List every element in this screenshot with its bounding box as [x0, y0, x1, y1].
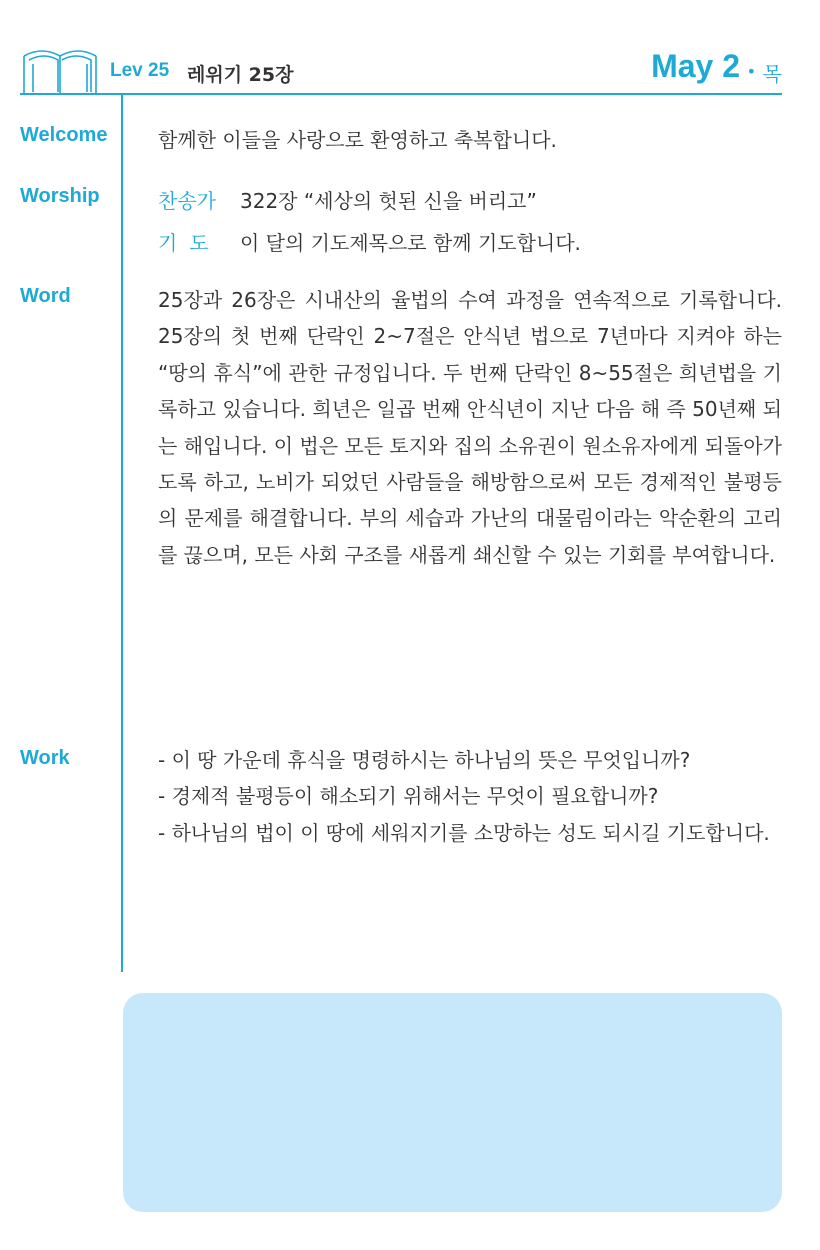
word-paragraph: 25장과 26장은 시내산의 율법의 수여 과정을 연속적으로 기록합니다. 25장의 첫 번째 단락인 2~7절은 안식년 법으로 7년마다 지켜야 하는 “땅의 휴식”에 관한 규정입니다. 두 번째 단락인 8~55절은 희년법을 기록하고 있습니다. 희년은 일곱 번째 안식년이 지난 다음 해 즉 50년째 되는 해입니다. 이 법은 모든 토지와 집의 소유권이 원소유자에게 되돌아가도록 하고, 노비가 되었던 사람들을 해방함으로써 모든 경제적인 불평등의 문제를 해결합니다. 부의 세습과 가난의 대물림이라는 악순환의 고리를 끊으며, 모든 사회 구조를 새롭게 쇄신할 수 있는 기회를 부여합니다.	[158, 288, 782, 567]
hymn-label: 찬송가	[158, 189, 216, 213]
open-book-icon	[20, 44, 100, 94]
prayer-line	[158, 227, 581, 256]
word-label: Word	[20, 285, 71, 307]
page-date: May 2	[651, 48, 740, 84]
hymn-line	[158, 185, 537, 214]
scripture-reference: Lev 25	[110, 60, 170, 81]
work-label: Work	[20, 747, 70, 769]
weekday: 목	[762, 62, 782, 86]
date-separator: •	[746, 62, 756, 81]
welcome-text: 함께한 이들을 사랑으로 환영하고 축복합니다.	[158, 128, 557, 152]
header-rule	[20, 93, 782, 95]
prayer-label: 기도	[158, 231, 221, 255]
work-question: - 이 땅 가운데 휴식을 명령하시는 하나님의 뜻은 무엇입니까?	[158, 748, 691, 772]
worship-label: Worship	[20, 185, 100, 207]
section-divider-line	[121, 95, 123, 972]
welcome-label: Welcome	[20, 124, 108, 146]
scripture-reference-korean: 레위기 25장	[187, 64, 294, 86]
work-question-list	[158, 742, 782, 851]
page-header	[20, 40, 782, 94]
note-box	[123, 993, 782, 1212]
work-question: - 하나님의 법이 이 땅에 세워지기를 소망하는 성도 되시길 기도합니다.	[158, 820, 770, 845]
work-question: - 경제적 불평등이 해소되기 위해서는 무엇이 필요합니까?	[158, 784, 659, 809]
prayer-text: 이 달의 기도제목으로 함께 기도합니다.	[240, 231, 581, 255]
hymn-text: 322장 “세상의 헛된 신을 버리고”	[240, 189, 537, 213]
